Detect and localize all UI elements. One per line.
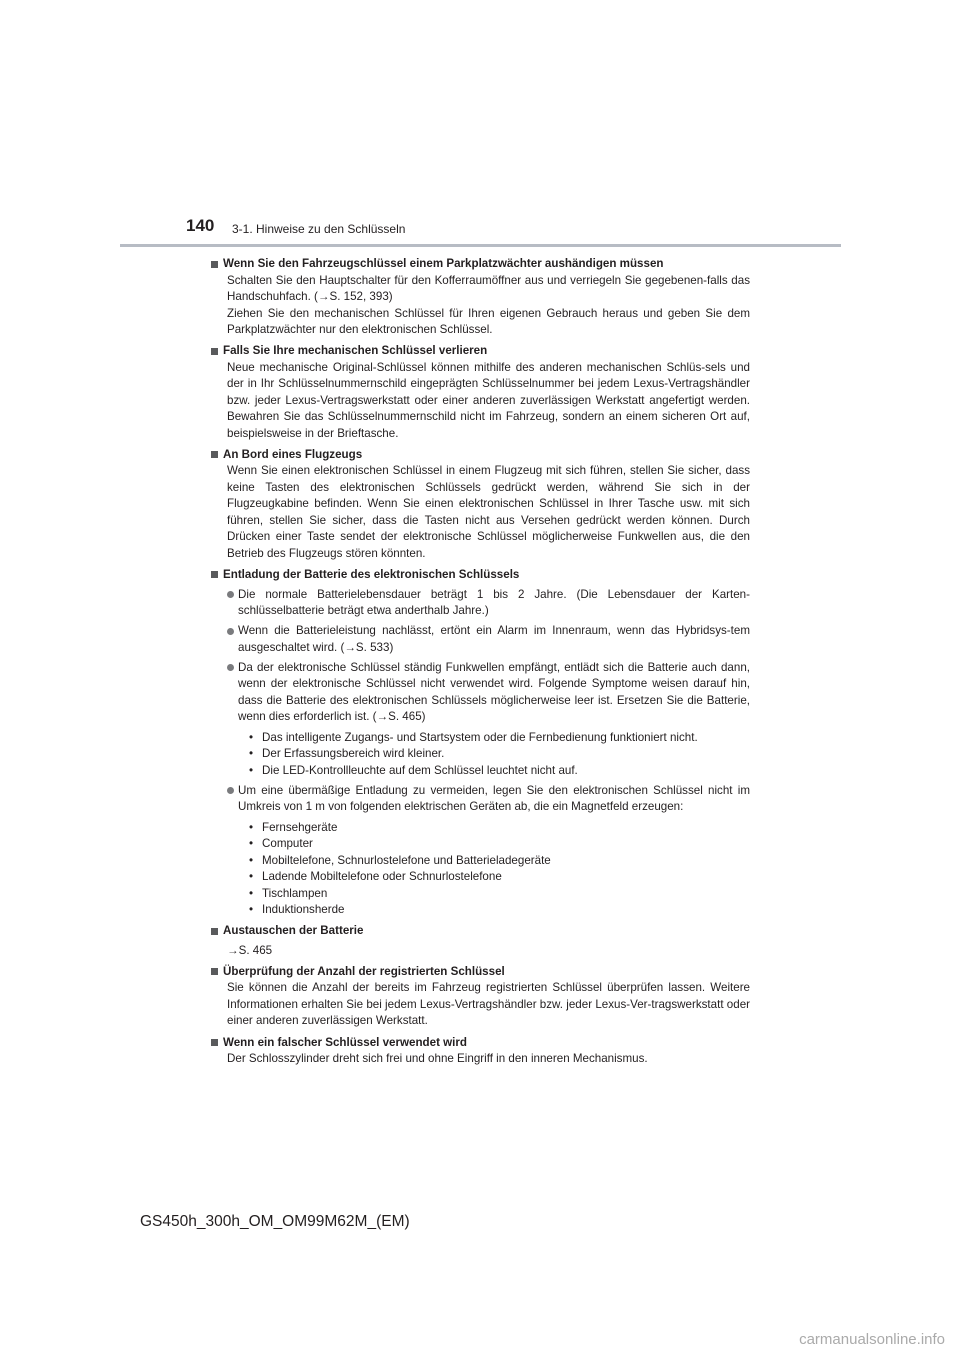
square-bullet-icon [211, 1039, 218, 1046]
list-item: Um eine übermäßige Entladung zu vermeiden, legen Sie den elektronischen Schlüssel nicht im Umkreis von 1 m von folgenden elektrischen Geräten ab, die ein Magnetfeld erzeugen: • Fernsehgeräte • Computer • Mobiltelefone, Schnurlostelefone und Batterieladegeräte • Ladende Mobiltelefone oder Schnurlostelefone • Tischlampen • Induktionsherde [227, 783, 750, 919]
square-bullet-icon [211, 968, 218, 975]
section-lost-keys [210, 343, 750, 442]
sub-list-item: • Tischlampen [249, 886, 328, 900]
sub-list-item: • Computer [249, 837, 313, 851]
section-heading: Wenn ein falscher Schlüssel verwendet wird [210, 1035, 750, 1052]
section-heading: Austauschen der Batterie [210, 923, 750, 940]
section-heading: Entladung der Batterie des elektronischen Schlüssels [210, 567, 750, 584]
section-wrong-key [210, 1035, 750, 1068]
round-bullet-icon [227, 787, 234, 794]
section-heading: Überprüfung der Anzahl der registrierten Schlüssel [210, 964, 750, 981]
sub-list-item: • Mobiltelefone, Schnurlostelefone und Batterieladegeräte [249, 853, 551, 867]
page-number: 140 [186, 216, 215, 235]
square-bullet-icon [211, 571, 218, 578]
square-bullet-icon [211, 261, 218, 268]
list-item: Wenn die Batterieleistung nachlässt, ertönt ein Alarm im Innenraum, wenn das Hybridsys-tem ausgeschaltet wird. (→S. 533) [227, 623, 750, 656]
round-bullet-icon [227, 591, 234, 598]
sub-list-item: • Ladende Mobiltelefone oder Schnurlostelefone [249, 870, 502, 884]
round-bullet-icon [227, 628, 234, 635]
paragraph: Sie können die Anzahl der bereits im Fahrzeug registrierten Schlüssel überprüfen lassen. Weitere Informationen erhalten Sie bei jedem Lexus-Vertragshändler bzw. jeder Lexus-Ver-tragswerkstatt oder einer anderen zuverlässigen Werkstatt. [227, 981, 750, 1028]
section-battery-replacement [210, 923, 750, 959]
sub-list-item: • Fernsehgeräte [249, 820, 338, 834]
list-item: Die normale Batterielebensdauer beträgt 1 bis 2 Jahre. (Die Lebensdauer der Karten-schlüsselbatterie beträgt etwa anderthalb Jahre.) [227, 587, 750, 620]
sub-list-item: • Induktionsherde [249, 903, 345, 917]
page-content [210, 256, 750, 1072]
symptom-list [249, 730, 750, 780]
list-item: Da der elektronische Schlüssel ständig Funkwellen empfängt, entlädt sich die Batterie auch dann, wenn der elektronische Schlüssel nicht verwendet wird. Folgende Symptome weisen darauf hin, dass die Batterie des elektronischen Schlüssels möglicherweise leer ist. Ersetzen Sie die Batterie, wenn dies erforderlich ist. (→S. 465) • Das intelligente Zugangs- und Startsystem oder die Fernbedienung funktioniert nicht. • Der Erfassungsbereich wird kleiner. • Die LED-Kontrollleuchte auf dem Schlüssel leuchtet nicht auf. [227, 660, 750, 780]
paragraph: Wenn Sie einen elektronischen Schlüssel in einem Flugzeug mit sich führen, stellen Sie sicher, dass keine Tasten des elektronischen Schlüssels gedrückt werden, während Sie sich in der Flugzeugkabine befinden. Wenn Sie einen elektronischen Schlüssel in Ihrer Tasche usw. mit sich führen, stellen Sie sicher, dass die Tasten nicht aus Versehen gedrückt werden können. Durch Drücken einer Taste sendet der elektronische Schlüssel möglicherweise Funkwellen aus, die den Betrieb des Flugzeugs stören könnten. [227, 464, 750, 560]
page-reference: →S. 465 [227, 943, 273, 957]
watermark: carmanualsonline.info [799, 1331, 945, 1348]
square-bullet-icon [211, 928, 218, 935]
section-battery-discharge [210, 567, 750, 919]
section-heading: An Bord eines Flugzeugs [210, 447, 750, 464]
section-registered-keys [210, 964, 750, 1030]
device-list [249, 820, 750, 919]
paragraph: Schalten Sie den Hauptschalter für den Kofferraumöffner aus und verriegeln Sie gegebenen-falls das Handschuhfach. (→S. 152, 393) [227, 273, 750, 303]
sub-list-item: • Der Erfassungsbereich wird kleiner. [249, 747, 445, 761]
paragraph: Ziehen Sie den mechanischen Schlüssel für Ihren eigenen Gebrauch heraus und geben Sie dem Parkplatzwächter nur den elektronischen Schlüssel. [227, 306, 750, 336]
section-heading: Wenn Sie den Fahrzeugschlüssel einem Parkplatzwächter aushändigen müssen [210, 256, 750, 273]
paragraph: Neue mechanische Original-Schlüssel können mithilfe des anderen mechanischen Schlüs-sels und der in Ihr Schlüsselnummernschild eingeprägten Schlüsselnummer bei jedem Lexus-Vertragshändler bzw. jeder Lexus-Vertragswerkstatt oder einer anderen zuverlässigen Werkstatt angefertigt werden. Bewahren Sie das Schlüsselnummernschild nicht im Fahrzeug, sondern an einem sicheren Ort auf, beispielsweise in der Brieftasche. [227, 360, 750, 440]
section-airplane [210, 447, 750, 563]
paragraph: Der Schlosszylinder dreht sich frei und ohne Eingriff in den inneren Mechanismus. [227, 1052, 648, 1066]
square-bullet-icon [211, 451, 218, 458]
header-rule [120, 244, 841, 247]
sub-list-item: • Das intelligente Zugangs- und Startsystem oder die Fernbedienung funktioniert nicht. [249, 730, 698, 744]
section-parking-valet [210, 256, 750, 339]
section-heading: Falls Sie Ihre mechanischen Schlüssel verlieren [210, 343, 750, 360]
document-code: GS450h_300h_OM_OM99M62M_(EM) [140, 1213, 410, 1230]
sub-list-item: • Die LED-Kontrollleuchte auf dem Schlüssel leuchtet nicht auf. [249, 763, 578, 777]
round-bullet-icon [227, 664, 234, 671]
square-bullet-icon [211, 348, 218, 355]
section-title: 3-1. Hinweise zu den Schlüsseln [232, 222, 406, 236]
